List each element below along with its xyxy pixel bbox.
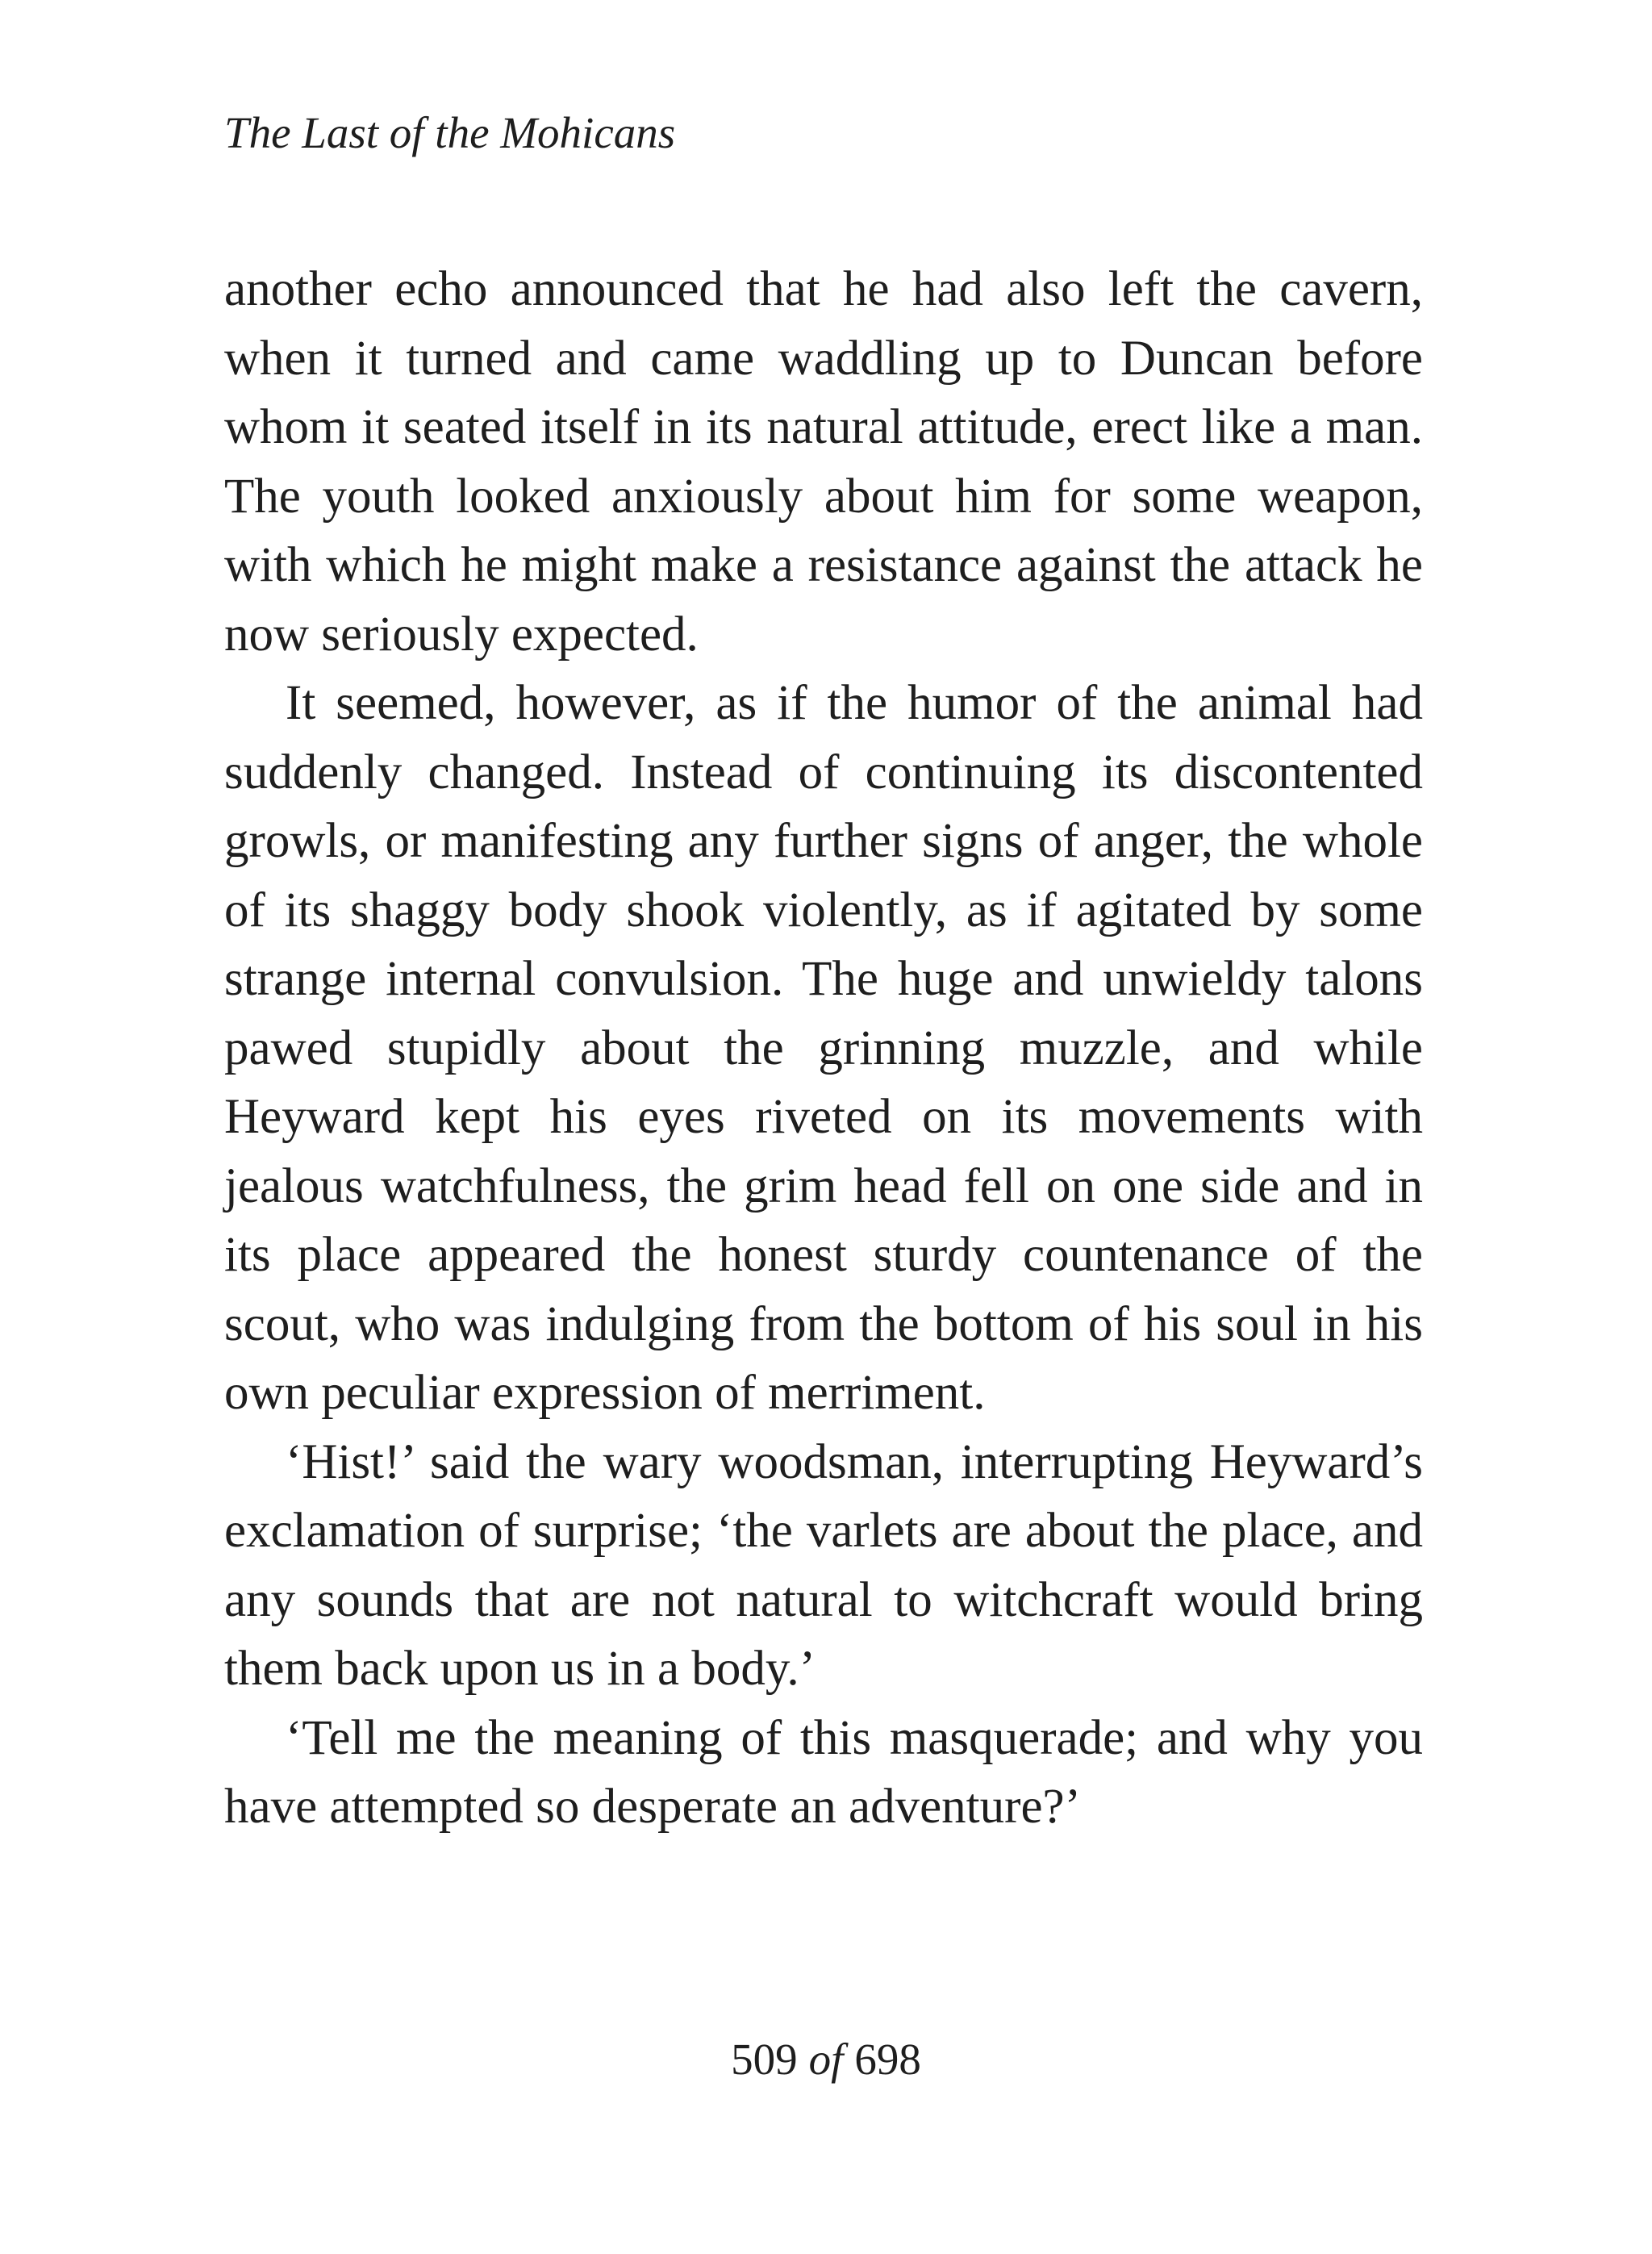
paragraph: ‘Tell me the meaning of this masquerade; and why you have attempted so desperate an adventure?’ [224, 1710, 1423, 1834]
paragraph: another echo announced that he had also left the cavern, when it turned and came waddling up to Duncan before whom it seated itself in its natural attitude, erect like a man. The youth looked anxiously about him for some weapon, with which he might make a resistance against the attack he now seriously expected. [224, 262, 1423, 662]
running-head: The Last of the Mohicans [224, 108, 676, 157]
total-pages: 698 [854, 2035, 921, 2084]
page-number-separator: of [808, 2035, 844, 2084]
paragraph: It seemed, however, as if the humor of the animal had suddenly changed. Instead of continuing its discontented growls, or manifesting any further signs of anger, the whole of its shaggy body shook violently, as if agitated by some strange internal convulsion. The huge and unwieldy talons pawed stupidly about the grinning muzzle, and while Heyward kept his eyes riveted on its movements with jealous watchfulness, the grim head fell on one side and in its place appeared the honest sturdy countenance of the scout, who was indulging from the bottom of his soul in his own peculiar expression of merriment. [224, 676, 1423, 1420]
current-page-number: 509 [731, 2035, 798, 2084]
page-number [0, 2031, 1652, 2088]
paragraph: ‘Hist!’ said the wary woodsman, interrupting Heyward’s exclamation of surprise; ‘the varlets are about the place, and any sounds that are not natural to witchcraft would bring them back upon us in a body.’ [224, 1434, 1423, 1696]
body-text [224, 255, 1423, 1842]
